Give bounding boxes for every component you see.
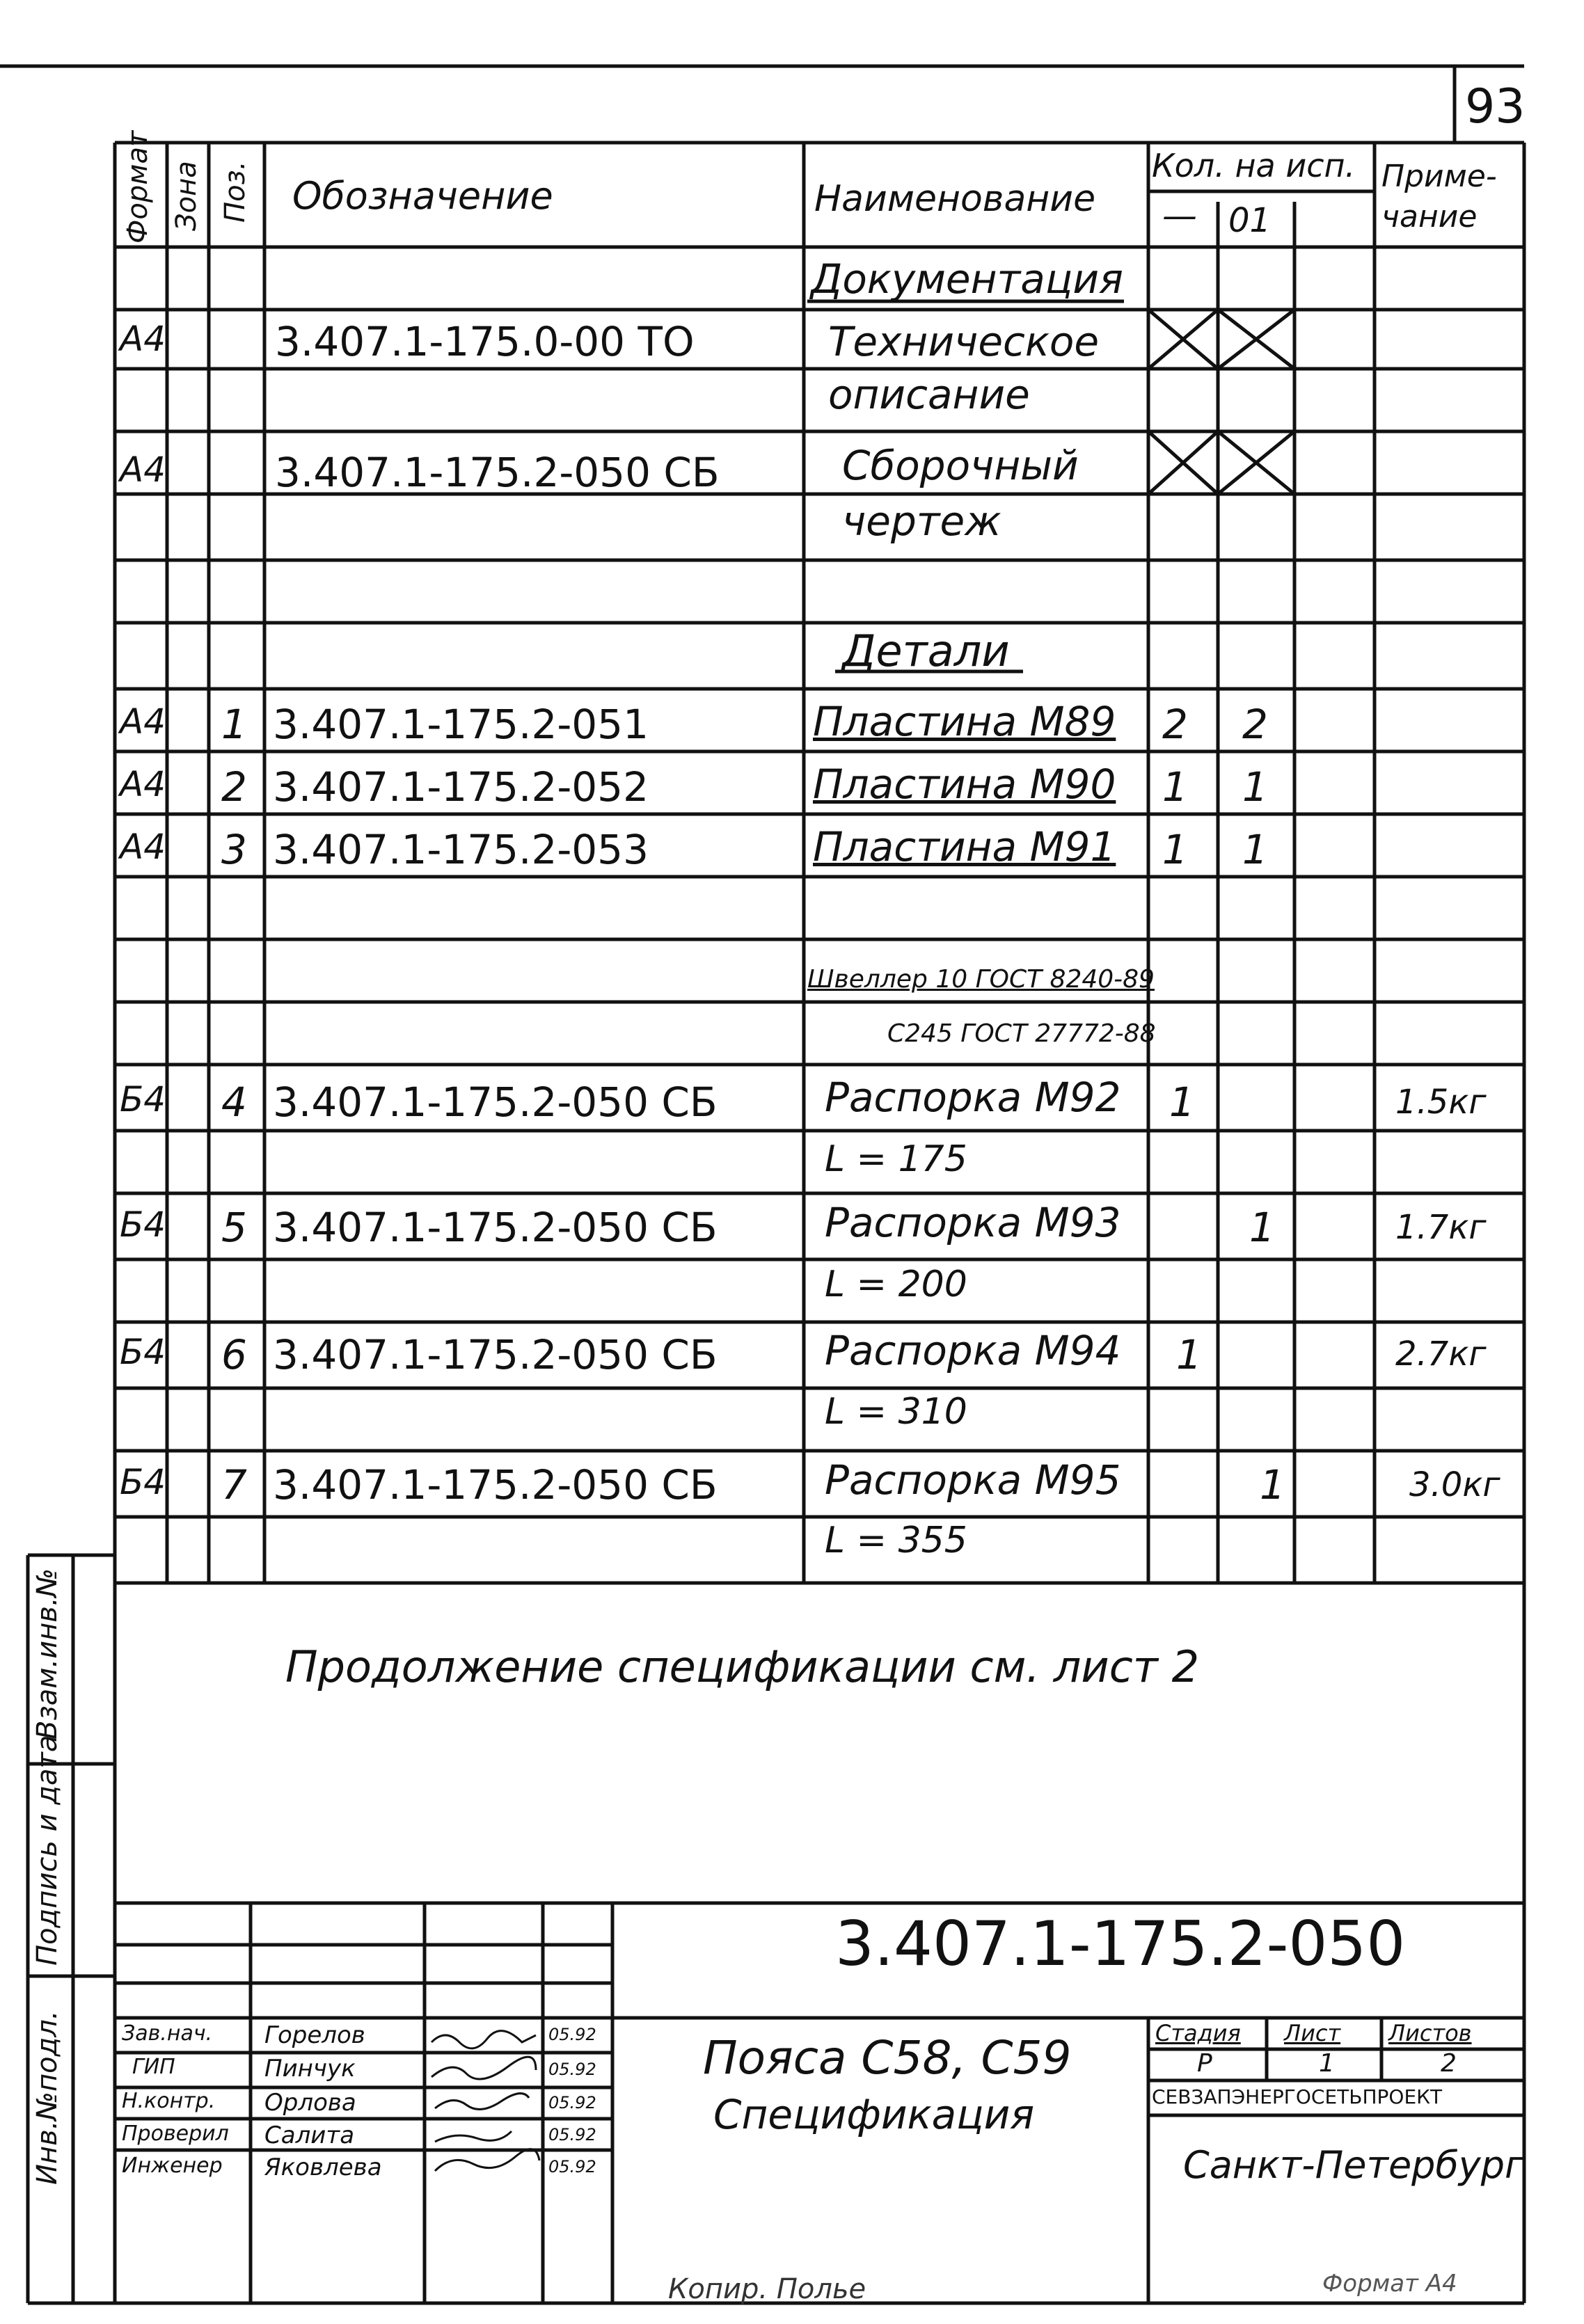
spacer5-designation: 3.407.1-175.2-050 СБ [273, 1204, 718, 1251]
spacer4-q1: 1 [1169, 1079, 1195, 1126]
header-qty-title: Кол. на исп. [1152, 147, 1356, 184]
part1-name: Пластина М89 [813, 698, 1116, 745]
part3-pos: 3 [221, 826, 247, 873]
part2-format: А4 [120, 764, 166, 804]
sheets-value: 2 [1441, 2049, 1457, 2078]
spacer6-format: Б4 [120, 1332, 166, 1372]
spacer4-format: Б4 [120, 1079, 166, 1120]
side-label-replace-inv: Взам.инв.№ [31, 1568, 63, 1740]
spacer6-designation: 3.407.1-175.2-050 СБ [273, 1331, 718, 1378]
spacer4-pos: 4 [221, 1079, 247, 1126]
stage-value: Р [1197, 2049, 1212, 2078]
sheet-value: 1 [1319, 2049, 1335, 2078]
part3-designation: 3.407.1-175.2-053 [273, 826, 649, 873]
spacer7-name: Распорка М95 [825, 1456, 1121, 1504]
staff-role-4: Проверил [122, 2122, 229, 2146]
part3-q2: 1 [1242, 826, 1268, 873]
doc1-format: А4 [120, 319, 166, 359]
spacer4-note: 1.5кг [1395, 1083, 1487, 1122]
stage-label: Стадия [1155, 2020, 1241, 2046]
header-format: Формат [122, 130, 154, 244]
spacer6-note: 2.7кг [1395, 1335, 1487, 1374]
footer-right: Формат А4 [1322, 2270, 1457, 2298]
side-label-inv-orig: Инв.№подл. [31, 2010, 63, 2185]
spacer6-pos: 6 [221, 1331, 247, 1378]
spacer7-pos: 7 [221, 1461, 247, 1509]
city: Санкт-Петербург [1183, 2143, 1525, 2187]
header-name: Наименование [814, 178, 1096, 220]
staff-date-2: 05.92 [548, 2060, 596, 2079]
side-label-sign-date: Подпись и дата [31, 1735, 63, 1966]
part1-q2: 2 [1242, 701, 1268, 748]
part2-name: Пластина М90 [813, 761, 1116, 808]
spacer7-format: Б4 [120, 1462, 166, 1502]
part1-pos: 1 [221, 701, 247, 748]
staff-name-1: Горелов [264, 2021, 365, 2049]
doc-number: 3.407.1-175.2-050 [835, 1908, 1406, 1980]
spacer5-length: L = 200 [825, 1264, 967, 1305]
sheet-label: Лист [1284, 2020, 1341, 2046]
section-details: Детали [842, 626, 1010, 676]
staff-role-3: Н.контр. [122, 2089, 216, 2113]
header-qty-col2: 01 [1228, 201, 1272, 240]
doc2-name-line2: чертеж [842, 498, 1001, 545]
doc1-name-line1: Техническое [828, 318, 1100, 365]
staff-date-5: 05.92 [548, 2157, 596, 2176]
staff-name-4: Салита [264, 2122, 355, 2149]
header-qty-col1: — [1162, 196, 1197, 236]
part1-designation: 3.407.1-175.2-051 [273, 701, 649, 748]
title-line2: Спецификация [713, 2091, 1035, 2138]
section-documentation: Документация [811, 255, 1123, 303]
spacer4-name: Распорка М92 [825, 1074, 1121, 1121]
spacer4-designation: 3.407.1-175.2-050 СБ [273, 1079, 718, 1126]
header-note-line2: чание [1381, 199, 1478, 234]
spacer5-name: Распорка М93 [825, 1199, 1121, 1246]
spacer7-q2: 1 [1260, 1461, 1285, 1509]
spacer7-note: 3.0кг [1409, 1465, 1500, 1504]
spacer5-q2: 1 [1249, 1204, 1275, 1251]
doc1-name-line2: описание [828, 371, 1030, 418]
staff-name-2: Пинчук [264, 2055, 356, 2083]
spacer5-note: 1.7кг [1395, 1208, 1487, 1247]
part1-q1: 2 [1162, 701, 1188, 748]
part1-format: А4 [120, 701, 166, 742]
doc2-name-line1: Сборочный [842, 442, 1079, 489]
staff-date-3: 05.92 [548, 2093, 596, 2112]
staff-date-1: 05.92 [548, 2025, 596, 2044]
spacer6-q1: 1 [1176, 1331, 1202, 1378]
staff-role-1: Зав.нач. [122, 2021, 213, 2046]
part3-format: А4 [120, 827, 166, 867]
title-line1: Пояса С58, С59 [703, 2031, 1072, 2085]
org-name: СЕВЗАПЭНЕРГОСЕТЬПРОЕКТ [1152, 2085, 1443, 2108]
part2-designation: 3.407.1-175.2-052 [273, 763, 649, 811]
staff-role-2: ГИП [132, 2055, 175, 2079]
spacer7-length: L = 355 [825, 1520, 967, 1561]
header-pos: Поз. [219, 161, 251, 223]
spacer7-designation: 3.407.1-175.2-050 СБ [273, 1461, 718, 1509]
sheets-label: Листов [1388, 2020, 1472, 2046]
staff-date-4: 05.92 [548, 2125, 596, 2144]
spacer5-format: Б4 [120, 1204, 166, 1245]
doc1-designation: 3.407.1-175.0-00 ТО [275, 318, 695, 365]
channel-material-line1: Швеллер 10 ГОСТ 8240-89 [807, 965, 1155, 994]
staff-name-5: Яковлева [264, 2154, 382, 2181]
sheet-corner-number: 93 [1465, 79, 1526, 134]
spacer6-name: Распорка М94 [825, 1327, 1121, 1374]
part3-q1: 1 [1162, 826, 1188, 873]
staff-role-5: Инженер [122, 2154, 223, 2178]
part2-q2: 1 [1242, 763, 1268, 811]
staff-name-3: Орлова [264, 2089, 356, 2117]
part2-q1: 1 [1162, 763, 1188, 811]
doc2-format: А4 [120, 449, 166, 490]
spacer6-length: L = 310 [825, 1391, 967, 1433]
header-zone: Зона [171, 161, 203, 231]
part2-pos: 2 [221, 763, 247, 811]
spacer4-length: L = 175 [825, 1138, 967, 1180]
channel-material-line2: С245 ГОСТ 27772-88 [887, 1019, 1156, 1048]
header-note-line1: Приме- [1381, 159, 1497, 194]
part3-name: Пластина М91 [813, 823, 1116, 870]
spacer5-pos: 5 [221, 1204, 247, 1251]
continuation-note: Продолжение спецификации см. лист 2 [285, 1641, 1200, 1692]
footer-left: Копир. Полье [668, 2273, 866, 2305]
doc2-designation: 3.407.1-175.2-050 СБ [275, 449, 720, 496]
header-designation: Обозначение [292, 174, 553, 218]
